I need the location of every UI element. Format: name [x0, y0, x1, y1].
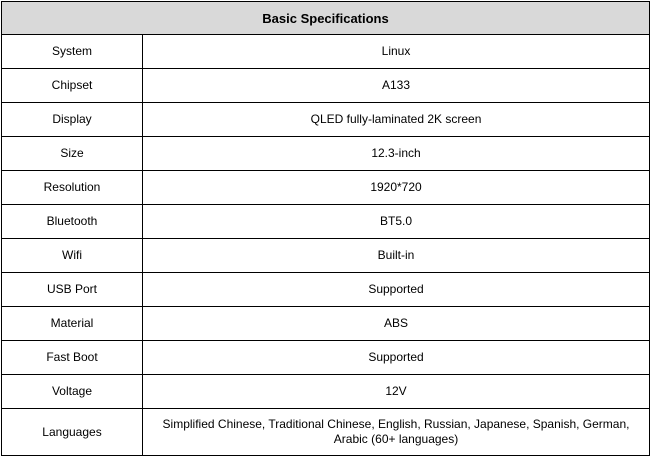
- table-row: [2, 205, 650, 239]
- spec-label: Bluetooth: [2, 205, 143, 239]
- table-header-row: [2, 2, 650, 35]
- table-row: [2, 341, 650, 375]
- spec-label: Display: [2, 103, 143, 137]
- spec-value: Supported: [143, 341, 650, 375]
- spec-label: Resolution: [2, 171, 143, 205]
- table-title: Basic Specifications: [2, 2, 650, 35]
- spec-value: Simplified Chinese, Traditional Chinese, English, Russian, Japanese, Spanish, German, Arabic (60+ languages): [143, 409, 650, 456]
- table-row: [2, 137, 650, 171]
- spec-value: Built-in: [143, 239, 650, 273]
- spec-label: Chipset: [2, 69, 143, 103]
- table-row: [2, 69, 650, 103]
- table-row: [2, 103, 650, 137]
- spec-label: Material: [2, 307, 143, 341]
- spec-value: QLED fully-laminated 2K screen: [143, 103, 650, 137]
- spec-value: Supported: [143, 273, 650, 307]
- spec-value: Linux: [143, 35, 650, 69]
- spec-label: Languages: [2, 409, 143, 456]
- table-row: [2, 35, 650, 69]
- table-row: [2, 409, 650, 456]
- spec-value: ABS: [143, 307, 650, 341]
- table-row: [2, 273, 650, 307]
- spec-label: USB Port: [2, 273, 143, 307]
- spec-value: 1920*720: [143, 171, 650, 205]
- spec-value: A133: [143, 69, 650, 103]
- spec-label: Fast Boot: [2, 341, 143, 375]
- spec-label: System: [2, 35, 143, 69]
- specifications-table: [1, 1, 650, 456]
- spec-value: BT5.0: [143, 205, 650, 239]
- table-row: [2, 375, 650, 409]
- spec-value: 12V: [143, 375, 650, 409]
- spec-label: Size: [2, 137, 143, 171]
- table-row: [2, 239, 650, 273]
- spec-label: Wifi: [2, 239, 143, 273]
- table-row: [2, 171, 650, 205]
- spec-value: 12.3-inch: [143, 137, 650, 171]
- table-row: [2, 307, 650, 341]
- spec-label: Voltage: [2, 375, 143, 409]
